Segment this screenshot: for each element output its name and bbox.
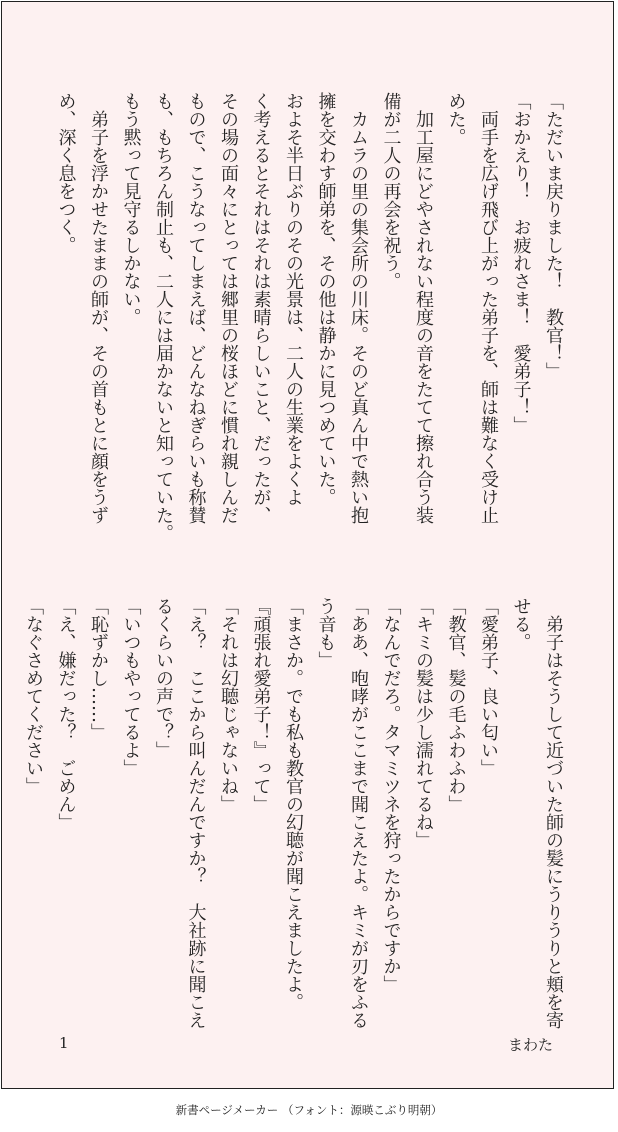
text-line: 「愛弟子、良い匂い」 [478, 597, 499, 777]
text-line: 加工屋にどやされない程度の音をたてて擦れ合う装 [413, 92, 434, 524]
text-block-top [49, 92, 569, 562]
text-line: せる。 [510, 597, 532, 651]
text-line: く考えるとそれはそれは素晴らしいこと、だったが、 [250, 92, 272, 524]
text-line: 「なぐさめてください」 [23, 597, 44, 795]
text-line: るくらいの声で？」 [153, 597, 174, 759]
text-line: およそ半日ぶりのその光景は、二人の生業をよくよ [283, 92, 304, 506]
text-line: 弟子を浮かせたままの師が、その首もとに顔をうず [88, 92, 109, 524]
text-line: その場の面々にとっては郷里の桜ほどに慣れ親しんだ [218, 92, 239, 524]
text-line: もう黙って見守るしかない。 [120, 92, 142, 326]
text-line: 「ああ、咆哮がここまで聞こえたよ。キミが刃をふる [348, 597, 369, 1029]
page-number: 1 [59, 1034, 69, 1052]
text-line: 「え、嫌だった？ ごめん」 [55, 597, 77, 831]
text-line: も、もちろん制止も、二人には届かないと知っていた。 [153, 92, 174, 542]
text-line: もので、こうなってしまえば、どんなねぎらいも称賛 [185, 92, 207, 524]
author-name: まわた [507, 1036, 553, 1054]
text-line: 擁を交わす師弟を、その他は静かに見つめていた。 [315, 92, 337, 506]
text-line: 「なんでだろ。タマミツネを狩ったからですか」 [380, 597, 402, 993]
text-line: 「恥ずかし……」 [88, 597, 109, 741]
novel-page [1, 1, 614, 1089]
text-line: 「教官、髪の毛ふわふわ」 [445, 597, 467, 813]
text-line: めた。 [445, 92, 467, 146]
text-line: 「それは幻聴じゃないね」 [218, 597, 239, 813]
text-line: カムラの里の集会所の川床。そのど真ん中で熱い抱 [348, 92, 369, 524]
footer-credit: 新書ページメーカー （フォント：源暎こぶり明朝） [175, 1103, 443, 1117]
text-line: 「いつもやってるよ」 [120, 597, 142, 777]
text-line: 両手を広げ飛び上がった弟子を、師は難なく受け止 [478, 92, 499, 524]
text-line: う音も」 [315, 597, 337, 669]
text-line: 備が二人の再会を祝う。 [380, 92, 402, 290]
text-line: 「え？ ここから叫んだんですか？ 大社跡に聞こえ [185, 597, 207, 1029]
text-line: 「まさか。でも私も教官の幻聴が聞こえましたよ。 [283, 597, 304, 1011]
text-line: 『頑張れ愛弟子！』って」 [250, 597, 272, 813]
text-line: め、深く息をつく。 [55, 92, 77, 254]
text-line: 「おかえり！ お疲れさま！ 愛弟子！」 [510, 92, 532, 434]
text-line: 「ただいま戻りました！ 教官！」 [543, 92, 564, 380]
text-block-bottom [17, 597, 570, 1067]
text-line: 弟子はそうして近づいた師の髪にうりうりと頬を寄 [543, 597, 564, 1029]
text-line: 「キミの髪は少し濡れてるね」 [413, 597, 434, 849]
